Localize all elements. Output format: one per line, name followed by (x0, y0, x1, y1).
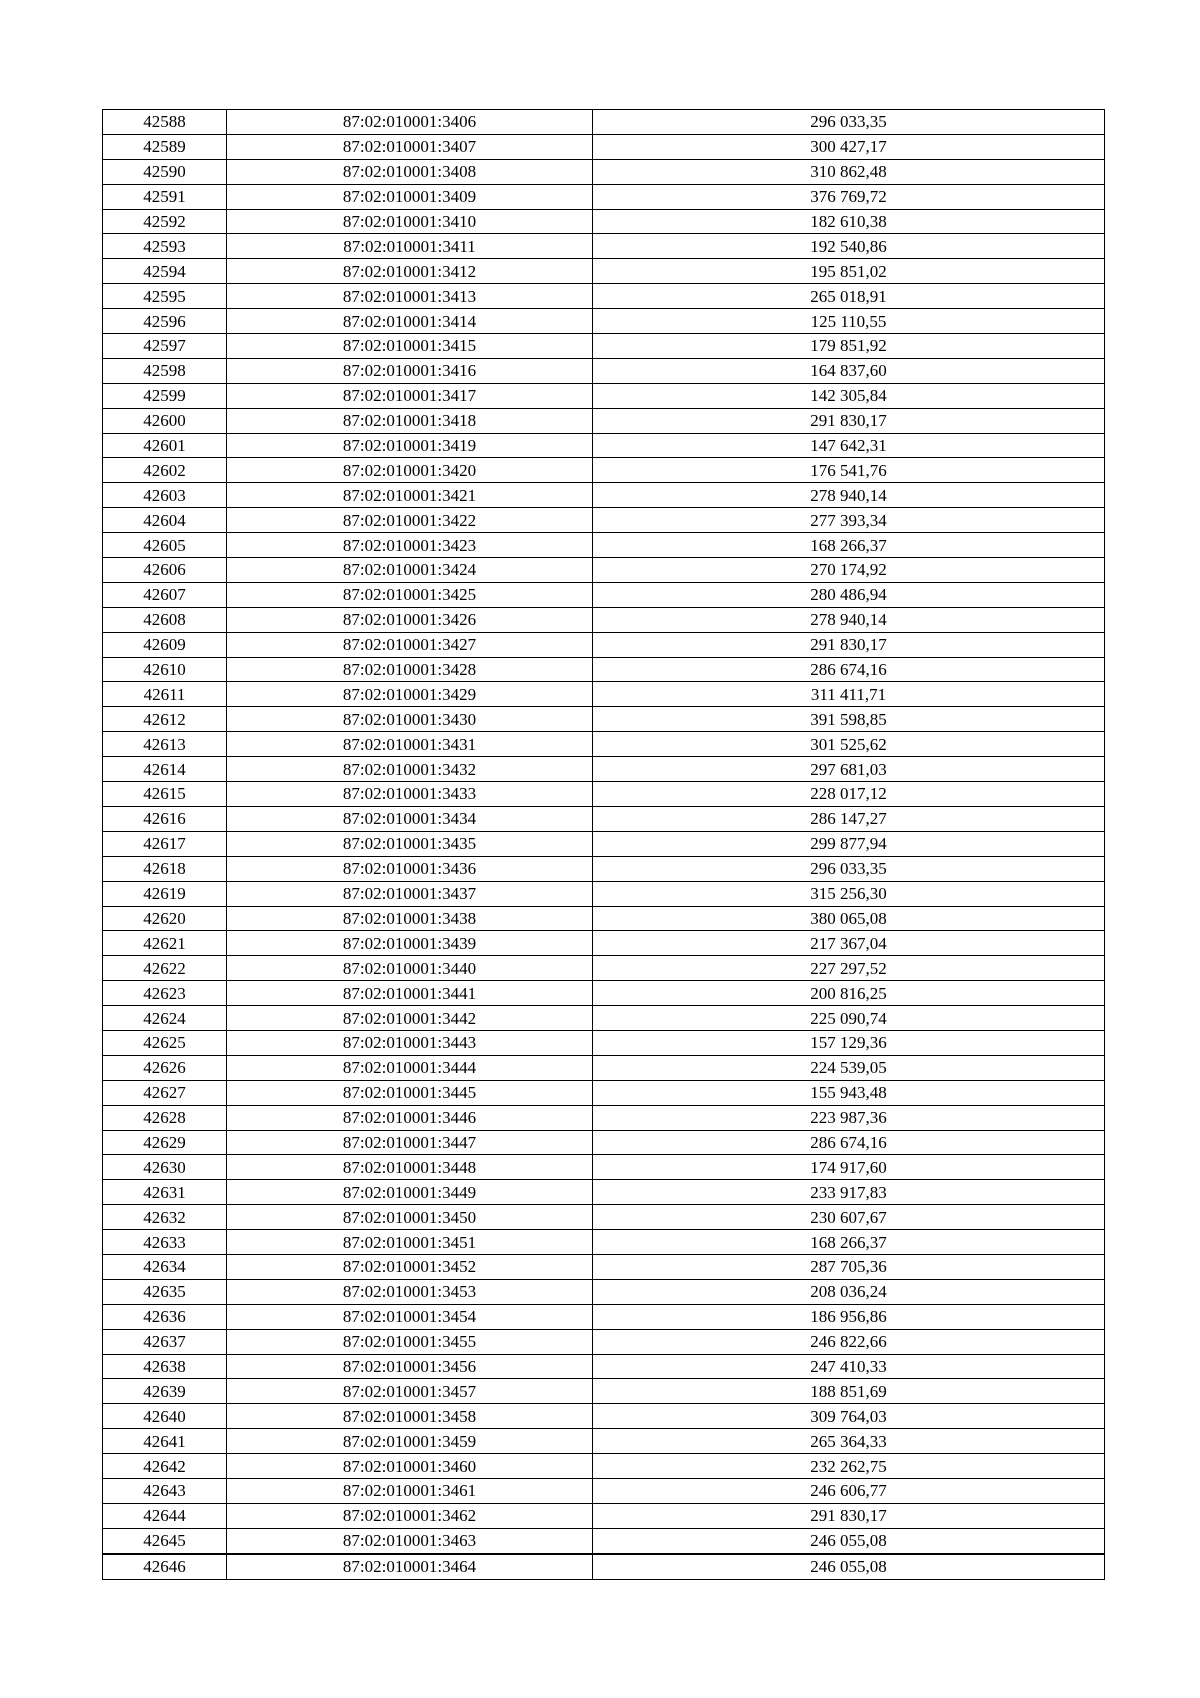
cadastral-value-cell: 186 956,86 (593, 1304, 1105, 1329)
cadastral-value-cell: 246 055,08 (593, 1528, 1105, 1553)
table-row (103, 1503, 1105, 1528)
cadastral-value-cell: 225 090,74 (593, 1006, 1105, 1031)
cadastral-number-cell: 87:02:010001:3438 (227, 906, 593, 931)
table-row (103, 358, 1105, 383)
cadastral-number-cell: 87:02:010001:3417 (227, 383, 593, 408)
row-number-cell: 42616 (103, 806, 227, 831)
table-row (103, 856, 1105, 881)
table-row (103, 607, 1105, 632)
cadastral-value-cell: 300 427,17 (593, 134, 1105, 159)
cadastral-number-cell: 87:02:010001:3434 (227, 806, 593, 831)
cadastral-value-cell: 174 917,60 (593, 1155, 1105, 1180)
row-number-cell: 42601 (103, 433, 227, 458)
cadastral-number-cell: 87:02:010001:3455 (227, 1329, 593, 1354)
cadastral-number-cell: 87:02:010001:3463 (227, 1528, 593, 1553)
cadastral-number-cell: 87:02:010001:3444 (227, 1055, 593, 1080)
cadastral-number-cell: 87:02:010001:3436 (227, 856, 593, 881)
cadastral-number-cell: 87:02:010001:3420 (227, 458, 593, 483)
cadastral-value-cell: 155 943,48 (593, 1080, 1105, 1105)
cadastral-value-cell: 286 147,27 (593, 806, 1105, 831)
cadastral-value-cell: 164 837,60 (593, 358, 1105, 383)
table-row (103, 483, 1105, 508)
cadastral-value-cell: 265 018,91 (593, 284, 1105, 309)
row-number-cell: 42593 (103, 234, 227, 259)
cadastral-number-cell: 87:02:010001:3443 (227, 1030, 593, 1055)
cadastral-number-cell: 87:02:010001:3440 (227, 956, 593, 981)
table-row (103, 110, 1105, 135)
row-number-cell: 42645 (103, 1528, 227, 1553)
cadastral-number-cell: 87:02:010001:3408 (227, 159, 593, 184)
table-row (103, 1205, 1105, 1230)
cadastral-number-cell: 87:02:010001:3426 (227, 607, 593, 632)
row-number-cell: 42594 (103, 259, 227, 284)
cadastral-value-cell: 223 987,36 (593, 1105, 1105, 1130)
cadastral-number-cell: 87:02:010001:3406 (227, 110, 593, 135)
table-row (103, 1279, 1105, 1304)
row-number-cell: 42618 (103, 856, 227, 881)
cadastral-value-cell: 291 830,17 (593, 408, 1105, 433)
row-number-cell: 42644 (103, 1503, 227, 1528)
cadastral-value-cell: 311 411,71 (593, 682, 1105, 707)
cadastral-value-cell: 192 540,86 (593, 234, 1105, 259)
row-number-cell: 42609 (103, 632, 227, 657)
cadastral-value-cell: 297 681,03 (593, 757, 1105, 782)
cadastral-value-cell: 188 851,69 (593, 1379, 1105, 1404)
cadastral-value-cell: 200 816,25 (593, 981, 1105, 1006)
cadastral-number-cell: 87:02:010001:3412 (227, 259, 593, 284)
row-number-cell: 42617 (103, 831, 227, 856)
row-number-cell: 42592 (103, 209, 227, 234)
table-row (103, 1080, 1105, 1105)
cadastral-value-cell: 301 525,62 (593, 732, 1105, 757)
cadastral-number-cell: 87:02:010001:3413 (227, 284, 593, 309)
table-row (103, 209, 1105, 234)
cadastral-value-cell: 233 917,83 (593, 1180, 1105, 1205)
cadastral-number-cell: 87:02:010001:3430 (227, 707, 593, 732)
cadastral-number-cell: 87:02:010001:3448 (227, 1155, 593, 1180)
row-number-cell: 42589 (103, 134, 227, 159)
cadastral-number-cell: 87:02:010001:3441 (227, 981, 593, 1006)
cadastral-value-cell: 277 393,34 (593, 508, 1105, 533)
cadastral-value-cell: 310 862,48 (593, 159, 1105, 184)
cadastral-value-cell: 391 598,85 (593, 707, 1105, 732)
row-number-cell: 42633 (103, 1230, 227, 1255)
row-number-cell: 42625 (103, 1030, 227, 1055)
cadastral-value-cell: 246 055,08 (593, 1554, 1105, 1579)
cadastral-number-cell: 87:02:010001:3416 (227, 358, 593, 383)
cadastral-value-cell: 125 110,55 (593, 309, 1105, 334)
row-number-cell: 42637 (103, 1329, 227, 1354)
cadastral-number-cell: 87:02:010001:3454 (227, 1304, 593, 1329)
cadastral-number-cell: 87:02:010001:3422 (227, 508, 593, 533)
row-number-cell: 42623 (103, 981, 227, 1006)
cadastral-value-cell: 182 610,38 (593, 209, 1105, 234)
cadastral-value-cell: 228 017,12 (593, 782, 1105, 807)
cadastral-number-cell: 87:02:010001:3411 (227, 234, 593, 259)
row-number-cell: 42611 (103, 682, 227, 707)
cadastral-number-cell: 87:02:010001:3464 (227, 1554, 593, 1579)
row-number-cell: 42595 (103, 284, 227, 309)
table-row (103, 458, 1105, 483)
cadastral-value-cell: 168 266,37 (593, 1230, 1105, 1255)
cadastral-number-cell: 87:02:010001:3451 (227, 1230, 593, 1255)
row-number-cell: 42610 (103, 657, 227, 682)
cadastral-value-cell: 176 541,76 (593, 458, 1105, 483)
cadastral-number-cell: 87:02:010001:3418 (227, 408, 593, 433)
cadastral-value-cell: 195 851,02 (593, 259, 1105, 284)
table-row (103, 707, 1105, 732)
cadastral-value-cell: 278 940,14 (593, 607, 1105, 632)
row-number-cell: 42632 (103, 1205, 227, 1230)
row-number-cell: 42615 (103, 782, 227, 807)
cadastral-number-cell: 87:02:010001:3433 (227, 782, 593, 807)
cadastral-value-cell: 296 033,35 (593, 110, 1105, 135)
table-row (103, 508, 1105, 533)
table-row (103, 881, 1105, 906)
cadastral-value-cell: 157 129,36 (593, 1030, 1105, 1055)
cadastral-number-cell: 87:02:010001:3458 (227, 1404, 593, 1429)
cadastral-value-cell: 270 174,92 (593, 558, 1105, 583)
cadastral-value-cell: 168 266,37 (593, 533, 1105, 558)
row-number-cell: 42646 (103, 1554, 227, 1579)
cadastral-number-cell: 87:02:010001:3425 (227, 582, 593, 607)
table-row (103, 1304, 1105, 1329)
cadastral-value-cell: 286 674,16 (593, 657, 1105, 682)
table-row (103, 1006, 1105, 1031)
row-number-cell: 42638 (103, 1354, 227, 1379)
cadastral-number-cell: 87:02:010001:3462 (227, 1503, 593, 1528)
cadastral-number-cell: 87:02:010001:3460 (227, 1454, 593, 1479)
row-number-cell: 42631 (103, 1180, 227, 1205)
row-number-cell: 42605 (103, 533, 227, 558)
row-number-cell: 42602 (103, 458, 227, 483)
row-number-cell: 42629 (103, 1130, 227, 1155)
cadastral-number-cell: 87:02:010001:3450 (227, 1205, 593, 1230)
table-row (103, 309, 1105, 334)
row-number-cell: 42620 (103, 906, 227, 931)
cadastral-value-cell: 299 877,94 (593, 831, 1105, 856)
row-number-cell: 42591 (103, 184, 227, 209)
table-row (103, 558, 1105, 583)
cadastral-value-cell: 296 033,35 (593, 856, 1105, 881)
table-row (103, 1055, 1105, 1080)
row-number-cell: 42603 (103, 483, 227, 508)
cadastral-value-cell: 147 642,31 (593, 433, 1105, 458)
cadastral-value-cell: 291 830,17 (593, 1503, 1105, 1528)
row-number-cell: 42628 (103, 1105, 227, 1130)
table-row (103, 1254, 1105, 1279)
table-row (103, 906, 1105, 931)
row-number-cell: 42606 (103, 558, 227, 583)
table-row (103, 234, 1105, 259)
table-row (103, 782, 1105, 807)
table-row (103, 732, 1105, 757)
cadastral-number-cell: 87:02:010001:3429 (227, 682, 593, 707)
cadastral-number-cell: 87:02:010001:3442 (227, 1006, 593, 1031)
cadastral-value-cell: 380 065,08 (593, 906, 1105, 931)
table-row (103, 582, 1105, 607)
table-row (103, 1180, 1105, 1205)
cadastral-value-cell: 280 486,94 (593, 582, 1105, 607)
table-row (103, 757, 1105, 782)
table-row (103, 1478, 1105, 1503)
row-number-cell: 42624 (103, 1006, 227, 1031)
row-number-cell: 42607 (103, 582, 227, 607)
cadastral-number-cell: 87:02:010001:3424 (227, 558, 593, 583)
table-row (103, 806, 1105, 831)
cadastral-value-cell: 217 367,04 (593, 931, 1105, 956)
cadastral-value-cell: 376 769,72 (593, 184, 1105, 209)
cadastral-number-cell: 87:02:010001:3459 (227, 1429, 593, 1454)
cadastral-value-cell: 246 606,77 (593, 1478, 1105, 1503)
row-number-cell: 42597 (103, 334, 227, 359)
table-row (103, 284, 1105, 309)
cadastral-number-cell: 87:02:010001:3428 (227, 657, 593, 682)
row-number-cell: 42619 (103, 881, 227, 906)
row-number-cell: 42626 (103, 1055, 227, 1080)
cadastral-value-cell: 227 297,52 (593, 956, 1105, 981)
cadastral-value-cell: 287 705,36 (593, 1254, 1105, 1279)
table-row (103, 383, 1105, 408)
row-number-cell: 42627 (103, 1080, 227, 1105)
table-row (103, 931, 1105, 956)
row-number-cell: 42604 (103, 508, 227, 533)
table-row (103, 632, 1105, 657)
cadastral-number-cell: 87:02:010001:3453 (227, 1279, 593, 1304)
table-row (103, 657, 1105, 682)
table-row (103, 1429, 1105, 1454)
row-number-cell: 42614 (103, 757, 227, 782)
cadastral-value-cell: 309 764,03 (593, 1404, 1105, 1429)
row-number-cell: 42600 (103, 408, 227, 433)
cadastral-number-cell: 87:02:010001:3461 (227, 1478, 593, 1503)
row-number-cell: 42588 (103, 110, 227, 135)
row-number-cell: 42608 (103, 607, 227, 632)
table-row (103, 1379, 1105, 1404)
cadastral-value-cell: 315 256,30 (593, 881, 1105, 906)
table-row (103, 1155, 1105, 1180)
cadastral-number-cell: 87:02:010001:3437 (227, 881, 593, 906)
row-number-cell: 42622 (103, 956, 227, 981)
cadastral-value-cell: 291 830,17 (593, 632, 1105, 657)
row-number-cell: 42639 (103, 1379, 227, 1404)
cadastral-number-cell: 87:02:010001:3419 (227, 433, 593, 458)
cadastral-value-cell: 142 305,84 (593, 383, 1105, 408)
cadastral-number-cell: 87:02:010001:3439 (227, 931, 593, 956)
row-number-cell: 42598 (103, 358, 227, 383)
row-number-cell: 42596 (103, 309, 227, 334)
table-row (103, 334, 1105, 359)
cadastral-value-cell: 278 940,14 (593, 483, 1105, 508)
table-row (103, 1404, 1105, 1429)
cadastral-number-cell: 87:02:010001:3457 (227, 1379, 593, 1404)
cadastral-number-cell: 87:02:010001:3415 (227, 334, 593, 359)
row-number-cell: 42636 (103, 1304, 227, 1329)
table-row (103, 408, 1105, 433)
table-row (103, 433, 1105, 458)
cadastral-number-cell: 87:02:010001:3427 (227, 632, 593, 657)
cadastral-value-cell: 179 851,92 (593, 334, 1105, 359)
cadastral-value-cell: 265 364,33 (593, 1429, 1105, 1454)
table-row (103, 134, 1105, 159)
cadastral-number-cell: 87:02:010001:3435 (227, 831, 593, 856)
cadastral-value-table (102, 109, 1105, 1580)
cadastral-value-cell: 208 036,24 (593, 1279, 1105, 1304)
cadastral-number-cell: 87:02:010001:3445 (227, 1080, 593, 1105)
table-row (103, 259, 1105, 284)
cadastral-value-cell: 224 539,05 (593, 1055, 1105, 1080)
row-number-cell: 42640 (103, 1404, 227, 1429)
row-number-cell: 42630 (103, 1155, 227, 1180)
table-row (103, 1528, 1105, 1553)
table-row (103, 1354, 1105, 1379)
table-row (103, 1454, 1105, 1479)
table-row (103, 831, 1105, 856)
table-row (103, 1030, 1105, 1055)
cadastral-value-cell: 230 607,67 (593, 1205, 1105, 1230)
cadastral-number-cell: 87:02:010001:3423 (227, 533, 593, 558)
table-row (103, 956, 1105, 981)
row-number-cell: 42613 (103, 732, 227, 757)
table-row (103, 533, 1105, 558)
table-row (103, 184, 1105, 209)
cadastral-number-cell: 87:02:010001:3432 (227, 757, 593, 782)
row-number-cell: 42621 (103, 931, 227, 956)
cadastral-number-cell: 87:02:010001:3409 (227, 184, 593, 209)
table-row (103, 159, 1105, 184)
cadastral-number-cell: 87:02:010001:3449 (227, 1180, 593, 1205)
cadastral-number-cell: 87:02:010001:3407 (227, 134, 593, 159)
table-body (103, 110, 1105, 1580)
cadastral-number-cell: 87:02:010001:3452 (227, 1254, 593, 1279)
row-number-cell: 42635 (103, 1279, 227, 1304)
cadastral-number-cell: 87:02:010001:3456 (227, 1354, 593, 1379)
row-number-cell: 42641 (103, 1429, 227, 1454)
table-row (103, 1130, 1105, 1155)
table-row (103, 1230, 1105, 1255)
row-number-cell: 42634 (103, 1254, 227, 1279)
cadastral-number-cell: 87:02:010001:3414 (227, 309, 593, 334)
table-row (103, 682, 1105, 707)
cadastral-value-cell: 246 822,66 (593, 1329, 1105, 1354)
row-number-cell: 42599 (103, 383, 227, 408)
table-row (103, 1554, 1105, 1579)
row-number-cell: 42642 (103, 1454, 227, 1479)
row-number-cell: 42612 (103, 707, 227, 732)
table-row (103, 1105, 1105, 1130)
cadastral-number-cell: 87:02:010001:3446 (227, 1105, 593, 1130)
cadastral-number-cell: 87:02:010001:3447 (227, 1130, 593, 1155)
cadastral-number-cell: 87:02:010001:3421 (227, 483, 593, 508)
cadastral-value-cell: 286 674,16 (593, 1130, 1105, 1155)
table-row (103, 1329, 1105, 1354)
table-row (103, 981, 1105, 1006)
row-number-cell: 42643 (103, 1478, 227, 1503)
cadastral-value-cell: 247 410,33 (593, 1354, 1105, 1379)
cadastral-number-cell: 87:02:010001:3431 (227, 732, 593, 757)
cadastral-number-cell: 87:02:010001:3410 (227, 209, 593, 234)
row-number-cell: 42590 (103, 159, 227, 184)
cadastral-value-cell: 232 262,75 (593, 1454, 1105, 1479)
